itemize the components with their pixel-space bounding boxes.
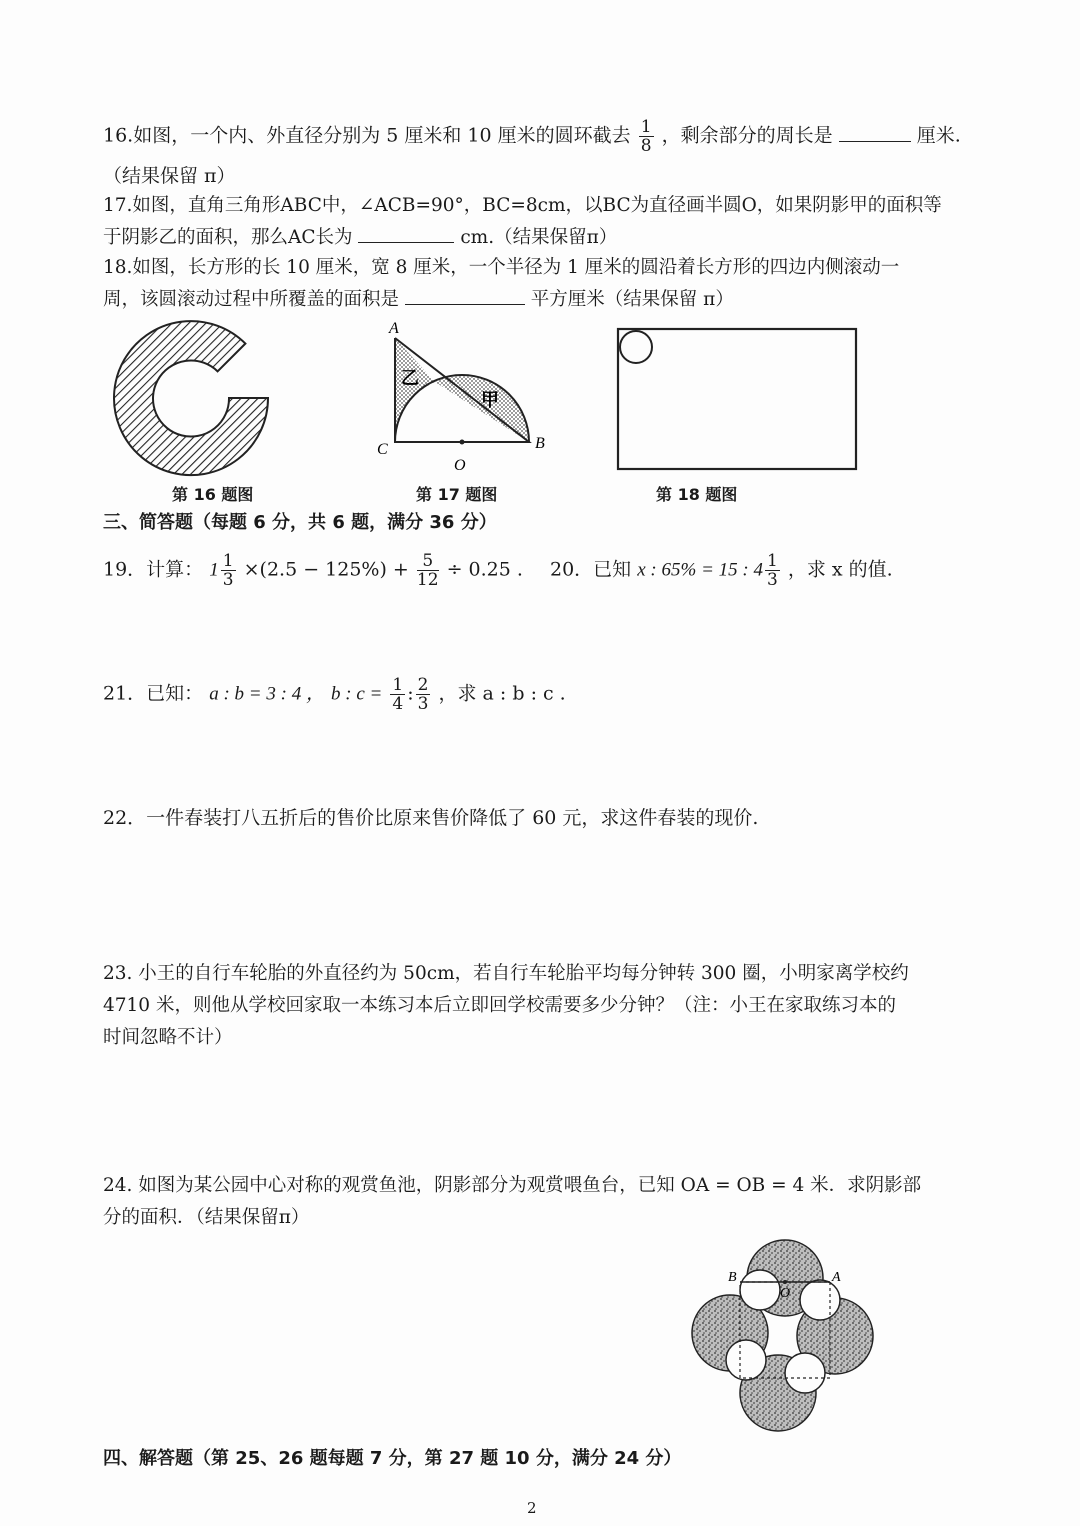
q18-text-a: 周，该圆滚动过程中所覆盖的面积是 <box>103 289 400 310</box>
q18-text-b: 平方厘米（结果保留 π） <box>530 289 734 310</box>
q16-answer-blank[interactable] <box>839 121 911 142</box>
hole-left <box>726 1340 766 1380</box>
q20-f-num: 1 <box>766 551 778 571</box>
q22: 22．一件春装打八五折后的售价比原来售价降低了 60 元，求这件春装的现价. <box>103 807 759 829</box>
hole-bottom <box>785 1353 825 1393</box>
q23-line2: 4710 米，则他从学校回家取一本练习本后立即回学校需要多少分钟？（注：小王在家取练习本的 <box>103 995 896 1016</box>
rectangle <box>618 329 856 469</box>
q21-frac2 <box>416 676 431 713</box>
q19-frac1 <box>221 552 236 589</box>
q17-line1: 17.如图，直角三角形ABC中，∠ACB=90°，BC=8cm，以BC为直径画半圆O，如果阴影甲的面积等 <box>103 195 942 216</box>
q16-line1 <box>103 118 961 155</box>
q21 <box>103 676 566 713</box>
q18-line2 <box>103 284 734 314</box>
page-number: 2 <box>527 1499 537 1517</box>
q23-line3: 时间忽略不计） <box>103 1027 233 1048</box>
q21-colon: : <box>407 682 414 705</box>
center-o-dot <box>460 440 465 445</box>
figure-18 <box>615 325 860 475</box>
label-b: B <box>535 435 545 452</box>
q19-whole: 1 <box>209 559 219 581</box>
caption-18: 第 18 题图 <box>656 485 738 504</box>
q16-frac-num: 1 <box>640 117 652 137</box>
q24-line2: 分的面积．（结果保留π） <box>103 1207 310 1228</box>
q20-expr: x : 65% = 15 : 4 <box>637 559 763 581</box>
q21-end: ，求 a : b : c . <box>438 682 566 705</box>
figure-24 <box>690 1238 880 1438</box>
label-jia: 甲 <box>481 390 499 411</box>
label-yi: 乙 <box>401 368 419 389</box>
q16-text-b: ，剩余部分的周长是 <box>661 124 833 147</box>
f24-label-o: O <box>780 1286 791 1301</box>
q24-line1: 24. 如图为某公园中心对称的观赏鱼池，阴影部分为观赏喂鱼台，已知 OA = OB = 4 米．求阴影部 <box>103 1175 922 1196</box>
q20-f-den: 3 <box>766 570 778 590</box>
q19-f1-den: 3 <box>222 570 234 590</box>
point-o <box>783 1280 787 1284</box>
label-a: A <box>389 320 399 337</box>
f24-label-b: B <box>728 1270 737 1285</box>
q21-frac1 <box>390 676 405 713</box>
q20-end: ，求 x 的值. <box>787 558 893 581</box>
q20-frac <box>765 552 780 589</box>
q21-expr2: b : c = <box>331 683 383 705</box>
q21-f2-den: 3 <box>417 694 429 714</box>
q19-mid: ×(2.5 − 125%) + <box>243 558 409 581</box>
label-c: C <box>377 441 388 458</box>
q16-text-a: 16.如图，一个内、外直径分别为 5 厘米和 10 厘米的圆环截去 <box>103 124 631 147</box>
q16-line2: （结果保留 π） <box>103 165 236 187</box>
hole-right <box>800 1280 840 1320</box>
q23-line1: 23. 小王的自行车轮胎的外直径约为 50cm，若自行车轮胎平均每分钟转 300 圈，小明家离学校约 <box>103 963 909 984</box>
label-o: O <box>454 457 466 474</box>
f24-label-a: A <box>832 1270 841 1285</box>
q16-frac-den: 8 <box>640 136 652 156</box>
q19 <box>103 552 523 589</box>
q19-f1-num: 1 <box>222 551 234 571</box>
q20 <box>550 552 893 589</box>
rolling-circle <box>620 331 652 363</box>
caption-17: 第 17 题图 <box>416 485 498 504</box>
q17-text-a: 于阴影乙的面积，那么AC长为 <box>103 227 353 248</box>
q21-f1-num: 1 <box>392 675 404 695</box>
section-4-heading: 四、解答题（第 25、26 题每题 7 分，第 27 题 10 分，满分 24 分） <box>103 1448 682 1469</box>
q17-text-b: cm.（结果保留π） <box>460 227 618 248</box>
q19-f2-num: 5 <box>417 552 439 571</box>
figure-16 <box>110 325 280 475</box>
hole-top <box>740 1270 780 1310</box>
annulus-shape <box>114 321 268 475</box>
q19-end: ÷ 0.25 . <box>446 558 523 581</box>
q16-fraction <box>639 118 654 155</box>
q21-expr1: a : b = 3 : 4 ， <box>209 683 325 705</box>
q18-line1: 18.如图，长方形的长 10 厘米，宽 8 厘米，一个半径为 1 厘米的圆沿着长方形的四边内侧滚动一 <box>103 257 900 278</box>
q20-label: 20．已知 <box>550 558 632 581</box>
q18-answer-blank[interactable] <box>405 284 525 305</box>
figure-17 <box>375 320 555 480</box>
q21-f2-num: 2 <box>417 675 429 695</box>
q17-answer-blank[interactable] <box>358 222 454 243</box>
q21-label: 21．已知： <box>103 682 204 705</box>
caption-16: 第 16 题图 <box>172 485 254 504</box>
q19-frac2 <box>417 552 439 589</box>
q16-text-c: 厘米. <box>916 124 961 147</box>
q21-f1-den: 4 <box>392 694 404 714</box>
q17-line2 <box>103 222 617 252</box>
q19-f2-den: 12 <box>416 570 439 590</box>
section-3-heading: 三、简答题（每题 6 分，共 6 题，满分 36 分） <box>103 512 497 533</box>
q19-label: 19．计算： <box>103 558 204 581</box>
